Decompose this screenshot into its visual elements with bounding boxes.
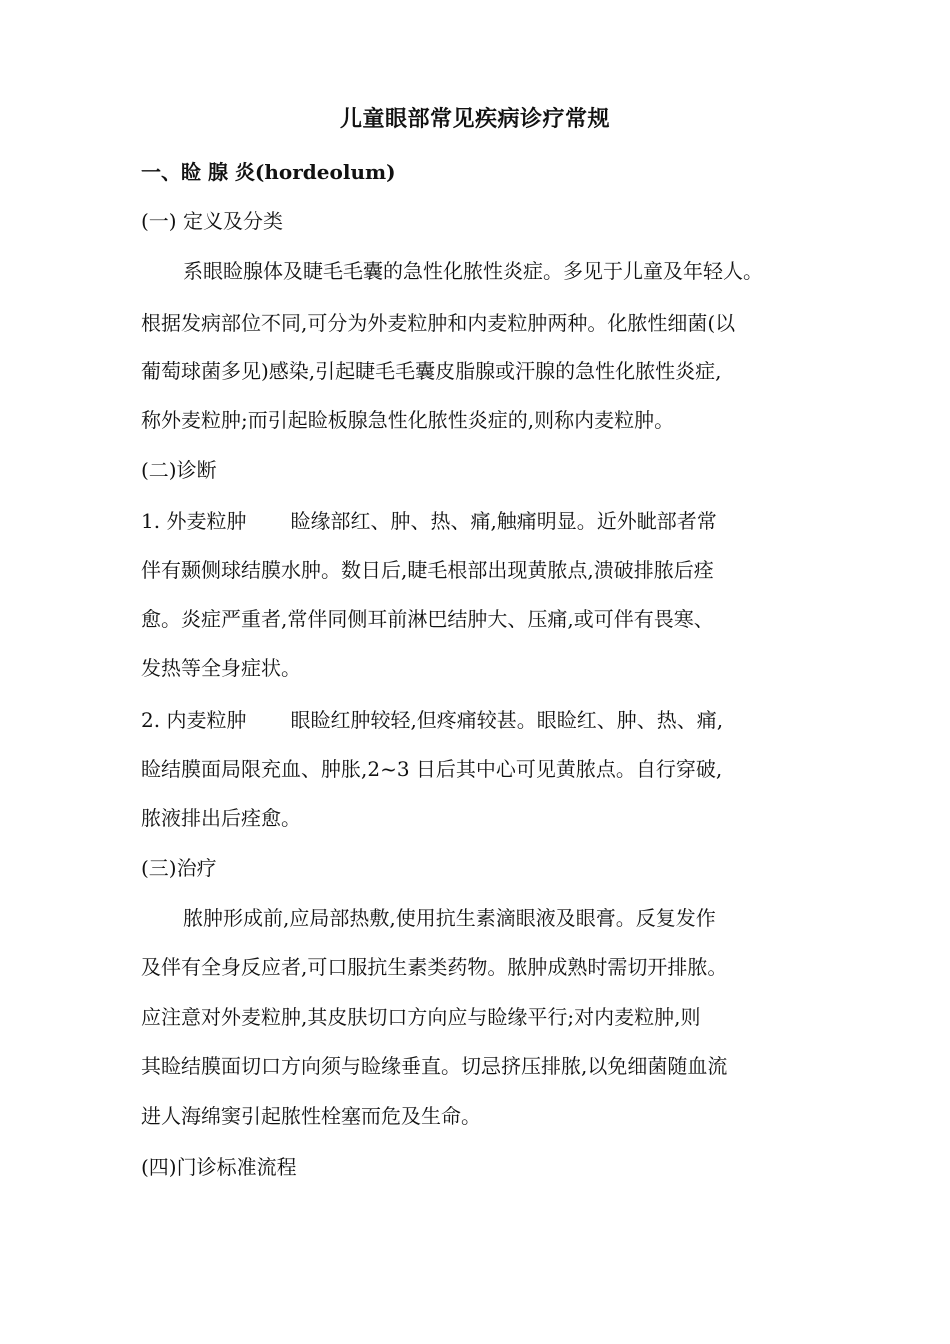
- treatment-line-5: 进人海绵窦引起脓性栓塞而危及生命。: [141, 1104, 481, 1128]
- diagnosis-item-2-line-3: 脓液排出后痊愈。: [141, 806, 301, 830]
- diagnosis-item-1: [141, 505, 717, 537]
- diagnosis-item-2-line-2: 睑结膜面局限充血、肿胀,2~3 日后其中心可见黄脓点。自行穿破,: [141, 757, 723, 781]
- subheading-treatment: (三)治疗: [141, 856, 217, 880]
- subheading-definition: (一) 定义及分类: [141, 209, 283, 233]
- definition-line-3: 葡萄球菌多见)感染,引起睫毛毛囊皮脂腺或汗腺的急性化脓性炎症,: [141, 359, 722, 383]
- definition-line-1: 系眼睑腺体及睫毛毛囊的急性化脓性炎症。多见于儿童及年轻人。: [183, 259, 763, 283]
- diagnosis-item-2: [141, 704, 723, 736]
- treatment-line-4: 其睑结膜面切口方向须与睑缘垂直。切忌挤压排脓,以免细菌随血流: [141, 1054, 728, 1078]
- treatment-line-3: 应注意对外麦粒肿,其皮肤切口方向应与睑缘平行;对内麦粒肿,则: [141, 1005, 701, 1029]
- treatment-line-1: 脓肿形成前,应局部热敷,使用抗生素滴眼液及眼膏。反复发作: [183, 906, 716, 930]
- document-title: 儿童眼部常见疾病诊疗常规: [339, 106, 610, 132]
- diagnosis-item-1-label: 1. 外麦粒肿: [141, 509, 247, 533]
- diagnosis-item-2-text: 眼睑红肿较轻,但疼痛较甚。眼睑红、肿、热、痛,: [290, 708, 724, 732]
- diagnosis-item-1-line-3: 愈。炎症严重者,常伴同侧耳前淋巴结肿大、压痛,或可伴有畏寒、: [141, 607, 714, 631]
- section-heading-hordeolum: 一、睑 腺 炎(hordeolum): [141, 160, 396, 184]
- subheading-outpatient-process: (四)门诊标准流程: [141, 1155, 297, 1179]
- diagnosis-item-1-line-2: 伴有颞侧球结膜水肿。数日后,睫毛根部出现黄脓点,溃破排脓后痊: [141, 558, 714, 582]
- definition-line-2: 根据发病部位不同,可分为外麦粒肿和内麦粒肿两种。化脓性细菌(以: [141, 311, 736, 335]
- diagnosis-item-2-label: 2. 内麦粒肿: [141, 708, 247, 732]
- definition-line-4: 称外麦粒肿;而引起睑板腺急性化脓性炎症的,则称内麦粒肿。: [141, 408, 675, 432]
- treatment-line-2: 及伴有全身反应者,可口服抗生素类药物。脓肿成熟时需切开排脓。: [141, 955, 728, 979]
- diagnosis-item-1-line-4: 发热等全身症状。: [141, 656, 301, 680]
- subheading-diagnosis: (二)诊断: [141, 458, 217, 482]
- diagnosis-item-1-text: 睑缘部红、肿、热、痛,触痛明显。近外眦部者常: [290, 509, 717, 533]
